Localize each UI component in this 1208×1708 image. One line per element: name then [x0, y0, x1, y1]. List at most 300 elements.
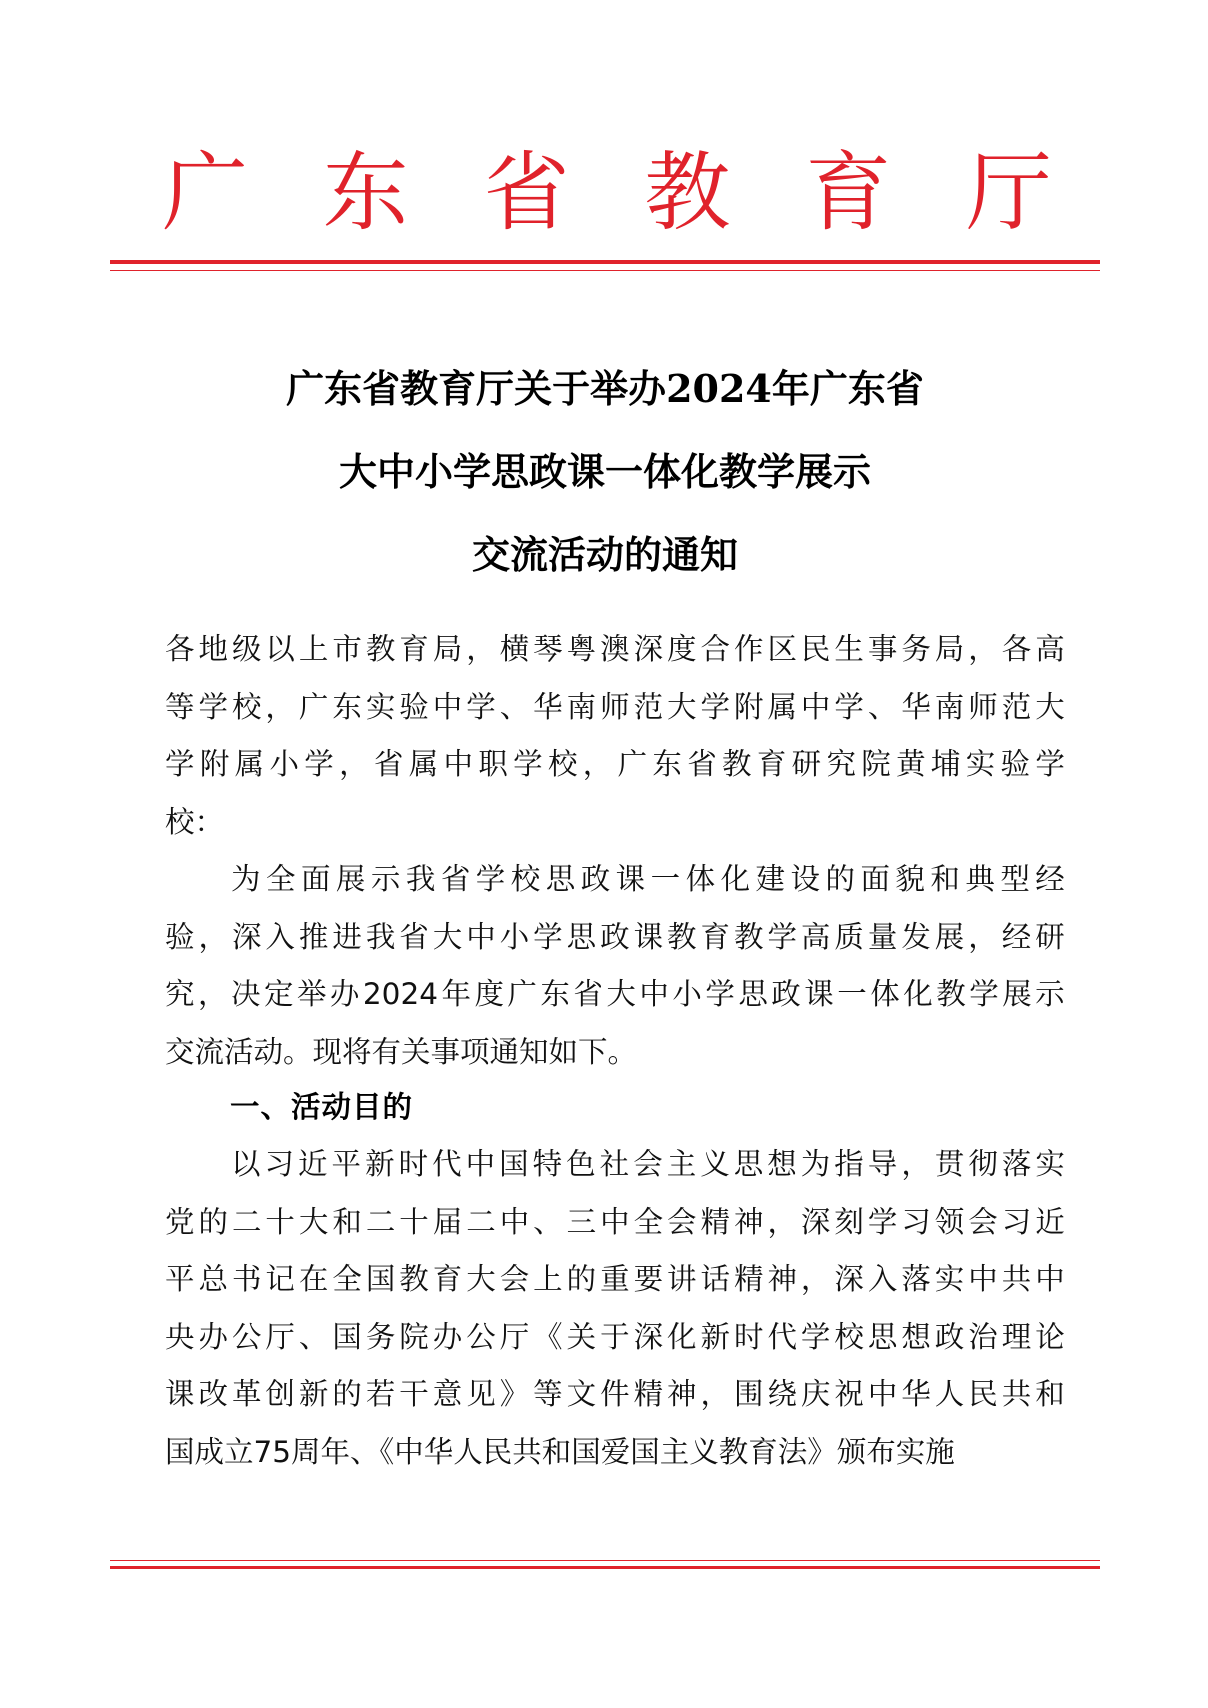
- glyph: 学: [198, 689, 228, 724]
- glyph: 和: [930, 862, 960, 896]
- glyph: 教: [399, 1262, 429, 1296]
- glyph: 近: [1035, 1204, 1065, 1239]
- masthead-char: 东: [322, 143, 409, 243]
- glyph: 广: [298, 689, 329, 724]
- glyph: 祝: [834, 1377, 864, 1411]
- glyph: 中: [968, 1262, 998, 1296]
- glyph: 、: [867, 689, 898, 724]
- masthead-char: 省: [483, 143, 570, 243]
- glyph: 学: [834, 689, 864, 724]
- glyph: 近: [298, 1147, 328, 1181]
- glyph: 彻: [968, 1147, 998, 1181]
- glyph: 绕: [767, 1377, 797, 1411]
- glyph: ，: [901, 1147, 931, 1181]
- masthead-divider-thick: [110, 260, 1100, 264]
- glyph: 师: [968, 689, 998, 724]
- section-line: [165, 1424, 1065, 1482]
- glyph: 附: [733, 689, 764, 724]
- glyph: 关: [566, 1319, 597, 1354]
- glyph: 展: [1002, 977, 1032, 1011]
- glyph: 华: [533, 689, 563, 724]
- glyph: 共: [1001, 1262, 1032, 1296]
- glyph: 平: [165, 1262, 195, 1296]
- glyph: 发: [901, 919, 931, 954]
- title-line: 广东省教育厅关于举办2024年广东省: [286, 366, 924, 411]
- glyph: 教: [667, 919, 697, 954]
- glyph: 广: [507, 977, 537, 1011]
- glyph: 经: [1001, 919, 1032, 954]
- glyph: 等: [533, 1377, 563, 1411]
- glyph: 东: [652, 747, 682, 781]
- glyph: 级: [231, 632, 262, 666]
- glyph: 义: [700, 1147, 730, 1181]
- glyph: 学: [867, 1204, 898, 1239]
- glyph: 神: [767, 1262, 797, 1296]
- glyph: 教: [936, 977, 966, 1011]
- glyph: 《: [533, 1319, 563, 1354]
- glyph: 落: [1001, 1147, 1032, 1181]
- glyph: 示: [370, 862, 401, 896]
- glyph: 会: [667, 1204, 697, 1239]
- section-heading: 一、活动目的: [230, 1090, 414, 1124]
- glyph: 验: [1000, 747, 1031, 781]
- glyph: 想: [767, 1147, 797, 1181]
- glyph: 化: [667, 1319, 697, 1354]
- glyph: ，: [800, 1262, 831, 1296]
- glyph: 实: [934, 1262, 965, 1296]
- section-line: [165, 1366, 1065, 1424]
- intro-line: [165, 909, 1065, 967]
- glyph: 展: [934, 919, 965, 954]
- glyph: 精: [633, 1377, 664, 1411]
- glyph: ，: [700, 1377, 731, 1411]
- intro-line: [165, 851, 1065, 909]
- glyph: 属: [408, 747, 439, 781]
- glyph: 文: [566, 1377, 597, 1411]
- glyph: 华: [901, 1377, 931, 1411]
- glyph: 经: [1035, 862, 1065, 896]
- masthead-char: 育: [805, 143, 892, 243]
- glyph: 课: [633, 919, 664, 954]
- footer-divider-thin: [110, 1560, 1100, 1561]
- glyph: 属: [234, 747, 265, 781]
- glyph: 于: [600, 1319, 630, 1354]
- glyph: 会: [968, 1204, 998, 1239]
- glyph: 国: [499, 1147, 529, 1181]
- glyph: ，: [968, 919, 998, 954]
- intro-line: [165, 966, 1065, 1024]
- glyph: 进: [332, 919, 362, 954]
- glyph: 设: [790, 862, 821, 896]
- glyph: 时: [733, 1319, 764, 1354]
- glyph: 埔: [930, 747, 961, 781]
- glyph: 高: [800, 919, 831, 954]
- glyph: 貌: [895, 862, 925, 896]
- glyph: ，: [198, 919, 228, 954]
- glyph: 中: [867, 1377, 898, 1411]
- glyph: 校: [547, 747, 578, 781]
- glyph: ，: [968, 632, 998, 666]
- glyph: 贯: [934, 1147, 965, 1181]
- glyph: 总: [198, 1262, 228, 1296]
- salutation-line: [165, 736, 1065, 794]
- glyph: 学: [513, 747, 543, 781]
- glyph: 讲: [667, 1262, 697, 1296]
- glyph: 话: [700, 1262, 731, 1296]
- glyph: 刻: [834, 1204, 864, 1239]
- glyph: 中: [600, 1204, 630, 1239]
- glyph: 小: [499, 919, 530, 954]
- glyph: 市: [332, 632, 362, 666]
- glyph: 意: [432, 1377, 463, 1411]
- glyph: 定: [263, 977, 294, 1011]
- glyph: 在: [298, 1262, 329, 1296]
- glyph: 代: [767, 1319, 797, 1354]
- document-title: [110, 347, 1100, 596]
- glyph: 东: [332, 689, 362, 724]
- glyph: 学: [304, 747, 334, 781]
- glyph: ，: [265, 689, 295, 724]
- glyph: 主: [666, 1147, 697, 1181]
- glyph: 习: [1001, 1204, 1032, 1239]
- glyph: 实: [1035, 1147, 1065, 1181]
- glyph: 地: [198, 632, 228, 666]
- glyph: 届: [432, 1204, 463, 1239]
- glyph: 以: [231, 1147, 261, 1181]
- glyph: 二: [365, 1204, 396, 1239]
- glyph: 革: [231, 1377, 262, 1411]
- glyph: 政: [771, 977, 801, 1011]
- masthead-divider-thin: [110, 270, 1100, 271]
- glyph: 省: [373, 747, 404, 781]
- glyph: 国: [332, 1319, 362, 1354]
- glyph: 思: [733, 1147, 764, 1181]
- glyph: 治: [968, 1319, 998, 1354]
- glyph: 学: [475, 862, 506, 896]
- glyph: 大: [432, 919, 463, 954]
- glyph: 国: [365, 1262, 396, 1296]
- glyph: 研: [1035, 919, 1065, 954]
- glyph: 大: [667, 689, 697, 724]
- glyph: 大: [606, 977, 636, 1011]
- glyph: 黄: [896, 747, 926, 781]
- glyph: 究: [165, 977, 195, 1011]
- glyph: 记: [265, 1262, 295, 1296]
- glyph: 院: [399, 1319, 429, 1354]
- glyph: 上: [298, 632, 329, 666]
- glyph: 课: [165, 1377, 195, 1411]
- glyph: 究: [826, 747, 856, 781]
- glyph: 粤: [566, 632, 597, 666]
- glyph: 体: [685, 862, 716, 896]
- glyph: 典: [965, 862, 995, 896]
- glyph: 精: [733, 1262, 764, 1296]
- glyph: 2024: [362, 977, 438, 1011]
- glyph: 各: [165, 632, 195, 666]
- glyph: 化: [720, 862, 751, 896]
- glyph: 代: [432, 1147, 462, 1181]
- glyph: 推: [298, 919, 329, 954]
- glyph: 、: [499, 689, 530, 724]
- glyph: 决: [230, 977, 261, 1011]
- glyph: 二: [466, 1204, 496, 1239]
- glyph: 南: [566, 689, 597, 724]
- glyph: 》: [499, 1377, 530, 1411]
- glyph: 学: [767, 919, 797, 954]
- glyph: 区: [767, 632, 797, 666]
- glyph: 人: [934, 1377, 965, 1411]
- glyph: 公: [231, 1319, 262, 1354]
- glyph: 面: [300, 862, 331, 896]
- glyph: 澳: [600, 632, 630, 666]
- glyph: 育: [700, 919, 731, 954]
- glyph: 三: [566, 1204, 597, 1239]
- glyph: 中: [432, 689, 463, 724]
- glyph: 学: [533, 919, 563, 954]
- glyph: 全: [265, 862, 296, 896]
- glyph: 示: [1035, 977, 1065, 1011]
- salutation-text: 校：: [165, 804, 225, 839]
- glyph: 导: [867, 1147, 898, 1181]
- glyph: 局: [934, 632, 965, 666]
- glyph: 庆: [800, 1377, 831, 1411]
- glyph: 围: [733, 1377, 764, 1411]
- salutation-line: [165, 621, 1065, 679]
- glyph: 若: [365, 1377, 396, 1411]
- glyph: 育: [399, 632, 429, 666]
- glyph: 质: [834, 919, 864, 954]
- glyph: 特: [532, 1147, 563, 1181]
- glyph: 央: [165, 1319, 195, 1354]
- glyph: ，: [339, 747, 369, 781]
- glyph: 中: [499, 1204, 530, 1239]
- glyph: 建: [755, 862, 786, 896]
- glyph: 作: [733, 632, 764, 666]
- glyph: 小: [269, 747, 299, 781]
- glyph: 民: [968, 1377, 998, 1411]
- glyph: 深: [800, 1204, 831, 1239]
- glyph: 育: [432, 1262, 463, 1296]
- glyph: 学: [705, 977, 735, 1011]
- glyph: 政: [934, 1319, 965, 1354]
- glyph: ，: [582, 747, 613, 781]
- glyph: 各: [1001, 632, 1032, 666]
- glyph: 中: [443, 747, 474, 781]
- glyph: 深: [633, 632, 664, 666]
- glyph: 省: [440, 862, 471, 896]
- glyph: 落: [901, 1262, 931, 1296]
- glyph: 附: [199, 747, 230, 781]
- glyph: 思: [867, 1319, 898, 1354]
- glyph: 广: [617, 747, 648, 781]
- salutation-line: [165, 794, 1065, 852]
- section-line: [165, 1194, 1065, 1252]
- glyph: 的: [825, 862, 855, 896]
- glyph: 高: [1035, 632, 1065, 666]
- glyph: 政: [580, 862, 611, 896]
- glyph: 一: [837, 977, 867, 1011]
- glyph: 十: [399, 1204, 429, 1239]
- glyph: 量: [867, 919, 898, 954]
- glyph: 十: [265, 1204, 295, 1239]
- glyph: 一: [650, 862, 681, 896]
- glyph: 厅: [265, 1319, 295, 1354]
- glyph: 理: [1001, 1319, 1032, 1354]
- glyph: 改: [198, 1377, 228, 1411]
- glyph: 学: [165, 747, 195, 781]
- glyph: 实: [965, 747, 996, 781]
- glyph: 习: [264, 1147, 295, 1181]
- glyph: 举: [296, 977, 327, 1011]
- glyph: 、: [298, 1319, 329, 1354]
- glyph: 省: [399, 919, 429, 954]
- glyph: 合: [700, 632, 731, 666]
- glyph: 、: [533, 1204, 563, 1239]
- glyph: 等: [165, 689, 195, 724]
- glyph: 学: [700, 689, 731, 724]
- glyph: 中: [639, 977, 669, 1011]
- glyph: 省: [573, 977, 603, 1011]
- glyph: 重: [600, 1262, 630, 1296]
- glyph: 新: [700, 1319, 731, 1354]
- glyph: 精: [700, 1204, 731, 1239]
- glyph: 师: [600, 689, 630, 724]
- glyph: 论: [1035, 1319, 1065, 1354]
- glyph: 东: [540, 977, 570, 1011]
- glyph: 属: [767, 689, 797, 724]
- glyph: 思: [545, 862, 576, 896]
- glyph: 全: [633, 1204, 664, 1239]
- glyph: 办: [198, 1319, 228, 1354]
- glyph: 课: [615, 862, 646, 896]
- glyph: 局: [432, 632, 463, 666]
- glyph: 新: [298, 1377, 329, 1411]
- glyph: 党: [165, 1204, 195, 1239]
- glyph: 书: [231, 1262, 262, 1296]
- glyph: 体: [870, 977, 900, 1011]
- glyph: 范: [1001, 689, 1032, 724]
- glyph: 创: [265, 1377, 295, 1411]
- footer-divider-thick: [110, 1566, 1100, 1569]
- title-line: 交流活动的通知: [471, 532, 738, 577]
- section-line: [165, 1136, 1065, 1194]
- glyph: 以: [265, 632, 295, 666]
- glyph: 共: [1001, 1377, 1032, 1411]
- glyph: 研: [791, 747, 822, 781]
- glyph: 生: [834, 632, 864, 666]
- glyph: 化: [903, 977, 933, 1011]
- glyph: 校: [834, 1319, 864, 1354]
- glyph: 深: [834, 1262, 864, 1296]
- glyph: 为: [800, 1147, 831, 1181]
- glyph: 学: [969, 977, 999, 1011]
- glyph: 社: [599, 1147, 630, 1181]
- glyph: 大: [298, 1204, 329, 1239]
- glyph: 横: [499, 632, 530, 666]
- glyph: 政: [600, 919, 630, 954]
- glyph: 中: [465, 1147, 496, 1181]
- glyph: 见: [466, 1377, 496, 1411]
- glyph: 型: [1000, 862, 1030, 896]
- glyph: 时: [398, 1147, 429, 1181]
- glyph: 大: [466, 1262, 496, 1296]
- glyph: 我: [405, 862, 436, 896]
- glyph: 要: [633, 1262, 664, 1296]
- glyph: 教: [733, 919, 764, 954]
- section-body: [165, 1136, 1065, 1481]
- glyph: 校: [510, 862, 541, 896]
- salutation-line: [165, 679, 1065, 737]
- glyph: 深: [231, 919, 262, 954]
- glyph: 育: [756, 747, 787, 781]
- glyph: 厅: [499, 1319, 530, 1354]
- masthead-char: 广: [162, 143, 248, 243]
- masthead-title: [162, 143, 1052, 243]
- glyph: 度: [667, 632, 697, 666]
- glyph: 琴: [533, 632, 563, 666]
- glyph: ，: [466, 632, 496, 666]
- glyph: 民: [800, 632, 831, 666]
- glyph: 学: [1035, 747, 1065, 781]
- glyph: 小: [672, 977, 702, 1011]
- glyph: 领: [934, 1204, 965, 1239]
- glyph: 公: [466, 1319, 496, 1354]
- glyph: 干: [399, 1377, 429, 1411]
- glyph: 想: [901, 1319, 931, 1354]
- masthead-char: 教: [644, 143, 731, 243]
- glyph: 习: [901, 1204, 931, 1239]
- glyph: 神: [733, 1204, 764, 1239]
- title-line: 大中小学思政课一体化教学展示: [338, 449, 871, 494]
- glyph: 南: [934, 689, 965, 724]
- glyph: ，: [767, 1204, 797, 1239]
- glyph: 展: [335, 862, 366, 896]
- glyph: 面: [860, 862, 890, 896]
- glyph: ，: [197, 977, 228, 1011]
- glyph: 中: [800, 689, 831, 724]
- glyph: 院: [861, 747, 891, 781]
- glyph: 办: [432, 1319, 463, 1354]
- glyph: 会: [499, 1262, 530, 1296]
- glyph: 件: [600, 1377, 630, 1411]
- glyph: 二: [231, 1204, 262, 1239]
- glyph: 入: [867, 1262, 898, 1296]
- glyph: 的: [566, 1262, 597, 1296]
- glyph: 会: [633, 1147, 663, 1181]
- glyph: 新: [365, 1147, 395, 1181]
- glyph: 的: [198, 1204, 228, 1239]
- section-line: [165, 1309, 1065, 1367]
- glyph: 办: [329, 977, 360, 1011]
- glyph: 深: [633, 1319, 664, 1354]
- masthead-char: 厅: [965, 143, 1052, 243]
- glyph: 中: [466, 919, 496, 954]
- glyph: 课: [804, 977, 834, 1011]
- glyph: 范: [633, 689, 664, 724]
- glyph: 指: [834, 1147, 864, 1181]
- intro-line: [165, 1024, 1065, 1082]
- glyph: 中: [1035, 1262, 1065, 1296]
- glyph: 务: [901, 632, 931, 666]
- glyph: 年: [441, 977, 471, 1011]
- glyph: 我: [365, 919, 396, 954]
- glyph: 事: [867, 632, 898, 666]
- glyph: 度: [474, 977, 504, 1011]
- glyph: 验: [399, 689, 429, 724]
- glyph: 和: [332, 1204, 362, 1239]
- section-line: [165, 1251, 1065, 1309]
- section-text: 国成立75周年、《中华人民共和国爱国主义教育法》颁布实施: [165, 1434, 955, 1469]
